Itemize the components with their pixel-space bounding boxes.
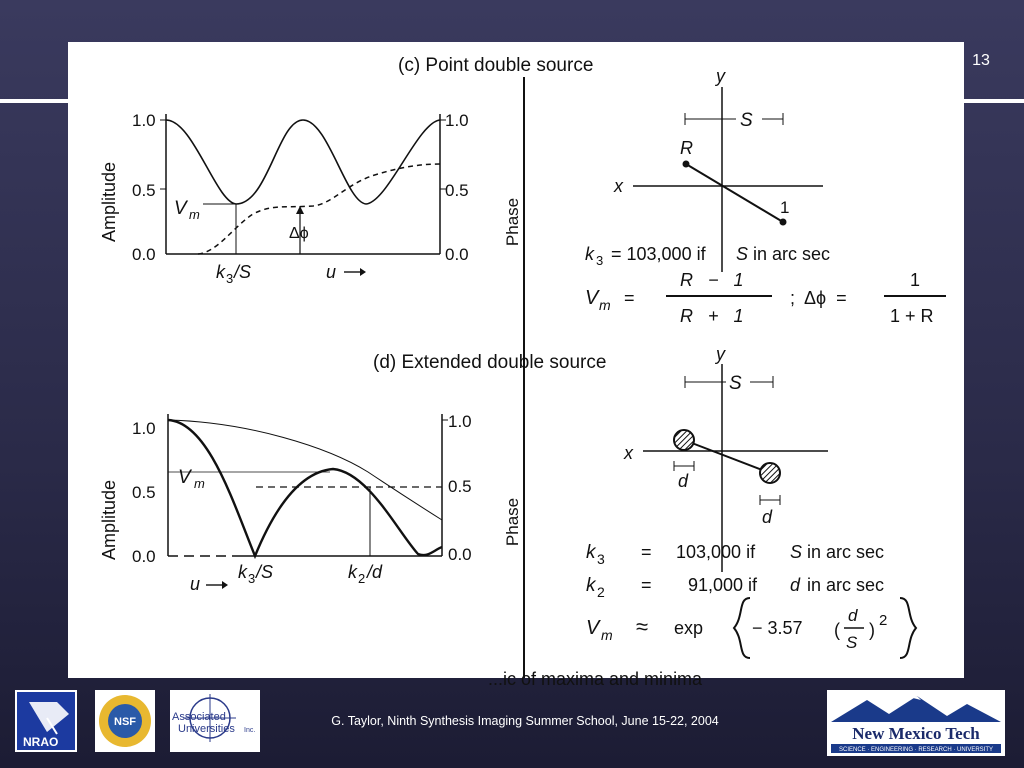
panel-c-k3-sub: 3 (596, 253, 604, 268)
panel-c-vm-sub: m (189, 207, 200, 222)
panel-d-xtick-k2-rest: /d (367, 562, 383, 582)
aui-line2: Universities (178, 723, 235, 735)
panel-d-eq2-var: d (790, 575, 801, 595)
panel-c-vm-label: V (174, 198, 187, 219)
header-rule-left (0, 99, 68, 103)
panel-d-eq2-tail: in arc sec (802, 575, 885, 595)
panel-d-u-label: u (190, 574, 201, 594)
panel-d-vm-label: V (178, 467, 191, 488)
panel-c-dphi-den: 1 + R (890, 306, 934, 326)
panel-d-eq3-sub: m (601, 627, 613, 643)
panel-c-u-label: u (326, 262, 337, 282)
d-u-arrowhead (222, 581, 228, 589)
panel-d-sep-label: S (729, 373, 742, 394)
left-brace (734, 598, 750, 658)
panel-c-vm-den: R + 1 (680, 306, 744, 326)
footer-citation: G. Taylor, Ninth Synthesis Imaging Summer School, June 15-22, 2004 (331, 714, 719, 728)
figure-svg (68, 42, 964, 689)
panel-d-vm-sub: m (194, 476, 205, 491)
header-rule-right (964, 99, 1024, 103)
panel-c-tick-right-05: 0.5 (445, 181, 469, 200)
nmt-logo-art (827, 690, 1005, 756)
aui-logo (170, 690, 260, 752)
panel-c-xtick-sub: 3 (226, 271, 234, 286)
panel-d-tick-right-1: 1.0 (448, 412, 472, 431)
panel-c-k3-tail: in arc sec (748, 244, 831, 264)
panel-c-phase-curve (198, 164, 440, 254)
panel-c-k3-k: k (585, 244, 594, 264)
panel-d-tick-right-05: 0.5 (448, 477, 472, 496)
figure-panel (68, 42, 964, 689)
aui-line1: Associated (172, 711, 226, 723)
panel-c-dphi-eq: ; Δϕ = (790, 288, 847, 308)
aui-logo-art (170, 690, 260, 752)
panel-d-eq3-exp: exp (674, 618, 704, 638)
panel-c-amplitude-label: Amplitude (99, 161, 119, 243)
panel-c-vm-eq-sub: m (599, 297, 611, 313)
panel-d-xtick-k3-sub: 3 (248, 571, 256, 586)
right-brace (900, 598, 916, 658)
nmt-tagline: SCIENCE · ENGINEERING · RESEARCH · UNIVERSITY (838, 747, 994, 753)
panel-d-eq3-frac-num: d (848, 606, 858, 625)
panel-c-vm-eq-v: V (585, 287, 599, 309)
nsf-text: NSF (114, 716, 136, 728)
panel-d-phase-label: Phase (503, 497, 522, 547)
nsf-logo (95, 690, 155, 752)
nrao-dish (29, 702, 69, 732)
panel-d-d-label-1: d (678, 471, 689, 491)
panel-d-axis-y: y (716, 344, 725, 364)
u-arrowhead (360, 268, 366, 276)
panel-c-amplitude-curve (166, 120, 440, 204)
panel-d-eq3-power: 2 (879, 612, 888, 629)
panel-d-amplitude-label: Amplitude (99, 479, 119, 561)
panel-d-eq2-equals: = (641, 575, 652, 595)
panel-c-tick-left-05: 0.5 (132, 181, 156, 200)
panel-d-tick-left-0: 0.0 (132, 547, 156, 566)
nrao-logo-art (17, 692, 79, 754)
panel-d-eq1-var: S (790, 542, 803, 562)
panel-c-tick-right-1: 1.0 (445, 111, 469, 130)
nmt-logo (827, 690, 1005, 756)
panel-d-tick-right-0: 0.0 (448, 545, 472, 564)
panel-d-eq3-approx: ≈ (636, 614, 649, 639)
panel-c-k3-rest: = 103,000 if (606, 244, 711, 264)
panel-c-point-r-label: R (680, 138, 693, 158)
panel-d-source-right (760, 463, 780, 483)
c-point-1 (780, 219, 787, 226)
panel-d-d-label-2: d (762, 507, 773, 527)
panel-c-axis-x: x (614, 176, 623, 196)
panel-d-eq1-k: k (586, 542, 596, 563)
panel-d-eq1-val: 103,000 if (676, 542, 761, 562)
panel-d-eq3-frac-den: S (846, 633, 858, 652)
panel-c-sep-label: S (740, 110, 753, 131)
panel-d-cut-text: ...ic of maxima and minima (488, 669, 703, 689)
panel-d-eq3-v: V (586, 617, 600, 639)
panel-d-xtick-k3: k (238, 562, 247, 582)
panel-d-source-left (674, 430, 694, 450)
panel-c-tick-left-0: 0.0 (132, 245, 156, 264)
panel-d-eq1-equals: = (641, 542, 652, 562)
panel-c-point-1-label: 1 (780, 198, 790, 217)
panel-d-axis-x: x (624, 443, 633, 463)
d-source-line (684, 440, 770, 473)
panel-c-dphi-num: 1 (910, 270, 921, 290)
panel-c-dphi-label: Δϕ (289, 225, 309, 242)
panel-c-k3-s: S (736, 244, 749, 264)
panel-d-eq2-k: k (586, 575, 596, 596)
c-source-line (686, 164, 783, 222)
panel-d-xtick-k2: k (348, 562, 357, 582)
panel-c-xtick-k: k (216, 262, 225, 282)
paren-open: ( (834, 620, 840, 640)
panel-d-tick-left-1: 1.0 (132, 419, 156, 438)
panel-d-eq1-tail: in arc sec (802, 542, 885, 562)
panel-d-eq1-sub: 3 (597, 551, 605, 567)
paren-close: ) (869, 620, 875, 640)
panel-d-eq2-sub: 2 (597, 584, 605, 600)
nrao-text: NRAO (23, 735, 59, 749)
panel-d-eq3-coef: − 3.57 (752, 618, 803, 638)
nmt-name: New Mexico Tech (852, 724, 980, 743)
slide-number: 13 (972, 52, 990, 69)
nsf-logo-art (95, 690, 155, 752)
panel-c-title: (c) Point double source (398, 55, 594, 76)
panel-c-vm-num: R − 1 (680, 270, 744, 290)
panel-d-xtick-k2-sub: 2 (358, 571, 366, 586)
c-point-r (683, 161, 690, 168)
panel-c-axis-y: y (716, 66, 725, 86)
aui-inc: Inc. (244, 727, 256, 734)
panel-c-tick-left-1: 1.0 (132, 111, 156, 130)
panel-d-envelope-curve (168, 420, 442, 520)
panel-c-xtick-rest: /S (234, 262, 252, 282)
panel-d-xtick-k3-rest: /S (256, 562, 274, 582)
panel-d-title: (d) Extended double source (373, 352, 607, 373)
panel-d-eq2-val: 91,000 if (688, 575, 763, 595)
panel-c-vm-eq-equals: = (624, 288, 635, 308)
panel-d-amplitude-curve (168, 420, 442, 556)
panel-c-tick-right-0: 0.0 (445, 245, 469, 264)
panel-c-phase-label: Phase (503, 197, 522, 247)
panel-d-tick-left-05: 0.5 (132, 483, 156, 502)
nrao-logo (15, 690, 77, 752)
